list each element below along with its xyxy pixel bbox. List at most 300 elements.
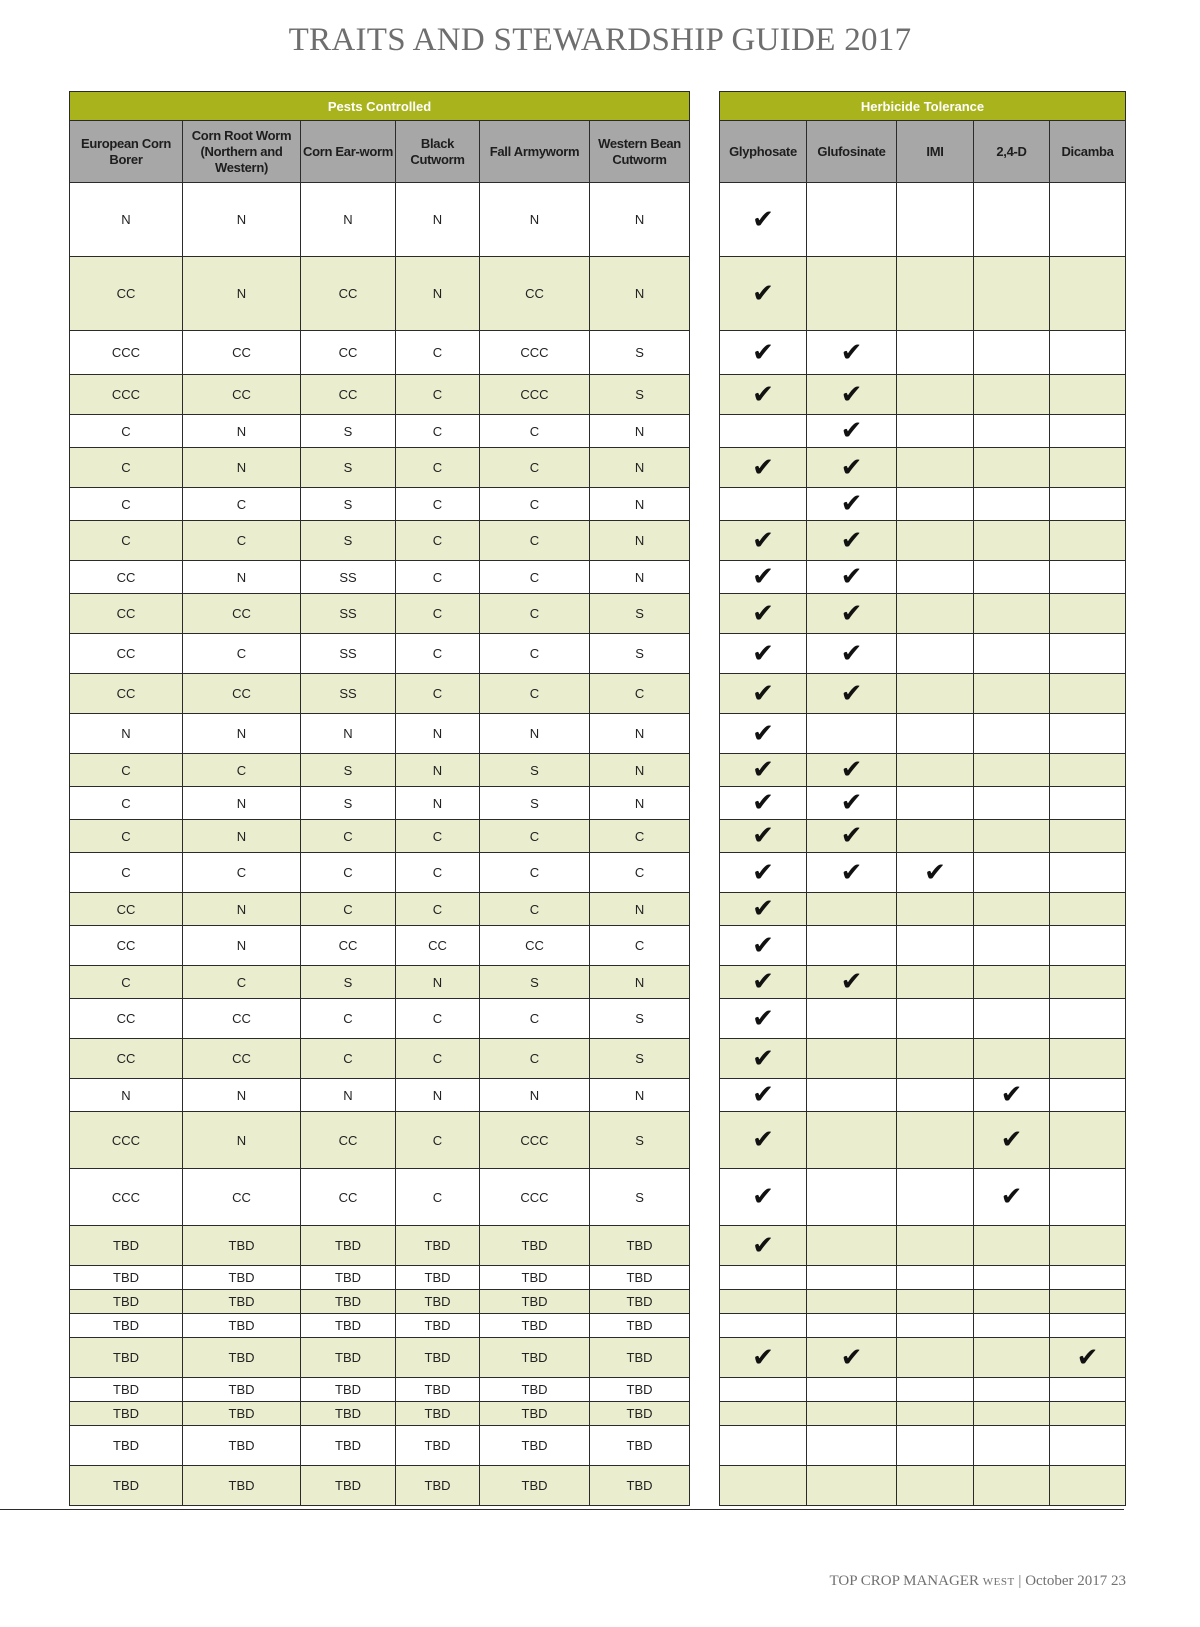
herbicide-tolerance-cell <box>897 488 974 521</box>
herbicide-tolerance-cell <box>897 521 974 561</box>
herbicide-tolerance-cell <box>720 893 807 926</box>
herbicide-tolerance-cell <box>720 634 807 674</box>
pest-column-header: Fall Armyworm <box>480 121 590 183</box>
herbicide-tolerance-cell <box>974 561 1050 594</box>
pest-rating-cell: CC <box>301 926 396 966</box>
pest-rating-cell: S <box>590 634 690 674</box>
herbicide-tolerance-cell <box>897 1338 974 1378</box>
herbicide-tolerance-cell <box>720 375 807 415</box>
pest-rating-cell: C <box>480 521 590 561</box>
pest-rating-cell: TBD <box>183 1426 301 1466</box>
table-row <box>70 1266 690 1290</box>
check-icon: ✔ <box>840 967 863 997</box>
herbicide-tolerance-cell <box>807 1226 897 1266</box>
pest-rating-cell: C <box>480 488 590 521</box>
herbicide-tolerance-cell <box>1050 594 1126 634</box>
pest-rating-cell: TBD <box>480 1402 590 1426</box>
pest-rating-cell: C <box>396 594 480 634</box>
pest-rating-cell: N <box>183 820 301 853</box>
herbicide-tolerance-cell <box>807 561 897 594</box>
table-row <box>720 634 1126 674</box>
pest-rating-cell: C <box>396 488 480 521</box>
pest-rating-cell: CC <box>301 257 396 331</box>
pest-rating-cell: CC <box>70 257 183 331</box>
pest-rating-cell: C <box>480 561 590 594</box>
table-row <box>720 183 1126 257</box>
pest-rating-cell: C <box>396 999 480 1039</box>
herbicide-tolerance-cell <box>897 966 974 999</box>
table-row <box>720 1426 1126 1466</box>
herbicide-tolerance-cell <box>807 787 897 820</box>
herbicide-tolerance-cell <box>897 1466 974 1506</box>
table-row <box>720 1266 1126 1290</box>
pest-rating-cell: TBD <box>301 1426 396 1466</box>
herbicide-tolerance-cell <box>974 634 1050 674</box>
pest-rating-cell: S <box>480 966 590 999</box>
table-row <box>70 820 690 853</box>
herbicide-tolerance-cell <box>720 1314 807 1338</box>
pest-rating-cell: N <box>183 787 301 820</box>
herbicide-tolerance-cell <box>974 1039 1050 1079</box>
pest-rating-cell: C <box>396 521 480 561</box>
table-row <box>720 594 1126 634</box>
herbicide-tolerance-cell <box>807 754 897 787</box>
pest-rating-cell: S <box>590 1112 690 1169</box>
pest-rating-cell: S <box>590 999 690 1039</box>
pest-rating-cell: TBD <box>183 1378 301 1402</box>
herbicide-tolerance-cell <box>897 754 974 787</box>
table-row <box>70 561 690 594</box>
herbicide-tolerance-cell <box>1050 257 1126 331</box>
pest-rating-cell: N <box>590 415 690 448</box>
check-icon: ✔ <box>752 755 774 785</box>
herbicide-tolerance-cell <box>974 257 1050 331</box>
table-row <box>720 448 1126 488</box>
table-row <box>70 1402 690 1426</box>
pest-rating-cell: C <box>70 787 183 820</box>
table-row <box>720 787 1126 820</box>
herbicide-tolerance-cell <box>897 1039 974 1079</box>
herbicide-tolerance-cell <box>1050 1338 1126 1378</box>
check-icon: ✔ <box>752 678 774 709</box>
pest-rating-cell: C <box>480 415 590 448</box>
check-icon: ✔ <box>752 379 774 410</box>
check-icon: ✔ <box>840 821 863 851</box>
pest-rating-cell: C <box>396 331 480 375</box>
herbicide-tolerance-cell <box>807 257 897 331</box>
pest-rating-cell: N <box>396 183 480 257</box>
pest-rating-cell: CC <box>183 594 301 634</box>
pest-rating-cell: TBD <box>590 1402 690 1426</box>
pest-rating-cell: TBD <box>70 1266 183 1290</box>
table-row <box>720 1402 1126 1426</box>
herbicide-tolerance-cell <box>720 1402 807 1426</box>
pest-rating-cell: S <box>590 1039 690 1079</box>
check-icon: ✔ <box>752 1003 774 1034</box>
pest-rating-cell: TBD <box>70 1402 183 1426</box>
herbicide-tolerance-cell <box>807 1378 897 1402</box>
pest-rating-cell: TBD <box>480 1378 590 1402</box>
pest-rating-cell: TBD <box>70 1378 183 1402</box>
pest-rating-cell: N <box>183 183 301 257</box>
pest-rating-cell: S <box>301 521 396 561</box>
table-row <box>720 1226 1126 1266</box>
pest-rating-cell: N <box>480 714 590 754</box>
pest-rating-cell: N <box>70 1079 183 1112</box>
herbicide-tolerance-cell <box>720 1426 807 1466</box>
pest-rating-cell: TBD <box>396 1266 480 1290</box>
herbicide-tolerance-cell <box>720 415 807 448</box>
herbicide-tolerance-cell <box>974 714 1050 754</box>
table-row <box>720 257 1126 331</box>
herbicide-tolerance-cell <box>720 787 807 820</box>
herbicide-tolerance-cell <box>720 674 807 714</box>
pest-rating-cell: C <box>70 448 183 488</box>
pest-rating-cell: N <box>480 1079 590 1112</box>
pest-rating-cell: C <box>590 674 690 714</box>
table-row <box>70 183 690 257</box>
herbicide-tolerance-cell <box>1050 521 1126 561</box>
herbicide-tolerance-cell <box>974 521 1050 561</box>
herbicide-tolerance-cell <box>807 331 897 375</box>
herbicide-tolerance-cell <box>1050 634 1126 674</box>
herbicide-tolerance-cell <box>974 1402 1050 1426</box>
pest-rating-cell: N <box>590 966 690 999</box>
pest-rating-cell: CC <box>301 375 396 415</box>
herbicide-tolerance-cell <box>1050 674 1126 714</box>
table-row <box>720 1039 1126 1079</box>
pest-rating-cell: TBD <box>480 1266 590 1290</box>
herbicide-tolerance-cell <box>1050 1169 1126 1226</box>
herbicide-tolerance-cell <box>974 594 1050 634</box>
herbicide-tolerance-cell <box>720 1266 807 1290</box>
pest-rating-cell: TBD <box>183 1266 301 1290</box>
pest-rating-cell: N <box>301 183 396 257</box>
pest-rating-cell: TBD <box>480 1466 590 1506</box>
pest-rating-cell: S <box>480 754 590 787</box>
pest-rating-cell: TBD <box>70 1466 183 1506</box>
herbicide-tolerance-cell <box>974 1338 1050 1378</box>
table-row <box>720 1314 1126 1338</box>
herbicide-column-header: IMI <box>897 121 974 183</box>
pest-rating-cell: TBD <box>183 1314 301 1338</box>
pest-column-header: Corn Ear-worm <box>301 121 396 183</box>
pest-rating-cell: TBD <box>70 1338 183 1378</box>
pest-rating-cell: N <box>396 966 480 999</box>
check-icon: ✔ <box>1000 1080 1023 1110</box>
pest-rating-cell: SS <box>301 634 396 674</box>
herbicide-tolerance-cell <box>897 257 974 331</box>
herbicide-tolerance-cell <box>807 448 897 488</box>
herbicide-tolerance-cell <box>1050 1039 1126 1079</box>
pest-rating-cell: C <box>480 1039 590 1079</box>
table-row <box>70 594 690 634</box>
herbicide-tolerance-cell <box>807 1112 897 1169</box>
table-row <box>720 893 1126 926</box>
pest-rating-cell: N <box>590 521 690 561</box>
pest-rating-cell: CC <box>301 331 396 375</box>
page-title: TRAITS AND STEWARDSHIP GUIDE 2017 <box>288 22 912 58</box>
table-row <box>70 415 690 448</box>
footer-page-number: 23 <box>1111 1573 1126 1589</box>
pest-rating-cell: TBD <box>396 1290 480 1314</box>
table-row <box>70 1226 690 1266</box>
pest-rating-cell: C <box>396 820 480 853</box>
check-icon: ✔ <box>752 967 774 997</box>
herbicide-tolerance-cell <box>807 488 897 521</box>
table-row <box>70 448 690 488</box>
herbicide-tolerance-cell <box>974 999 1050 1039</box>
herbicide-tolerance-cell <box>897 561 974 594</box>
table-row <box>720 1378 1126 1402</box>
herbicide-tolerance-cell <box>1050 375 1126 415</box>
pest-rating-cell: C <box>183 521 301 561</box>
pest-rating-cell: N <box>590 714 690 754</box>
pest-rating-cell: N <box>183 1079 301 1112</box>
table-row <box>70 754 690 787</box>
pest-rating-cell: N <box>183 561 301 594</box>
pest-rating-cell: TBD <box>590 1266 690 1290</box>
table-row <box>70 1314 690 1338</box>
herbicide-tolerance-cell <box>1050 754 1126 787</box>
herbicide-tolerance-cell <box>807 521 897 561</box>
check-icon: ✔ <box>752 598 774 629</box>
pest-rating-cell: CC <box>301 1112 396 1169</box>
herbicide-tolerance-cell <box>1050 999 1126 1039</box>
check-icon: ✔ <box>840 337 863 368</box>
herbicide-tolerance-cell <box>1050 820 1126 853</box>
check-icon: ✔ <box>752 1125 774 1155</box>
herbicide-tolerance-cell <box>897 1378 974 1402</box>
pest-rating-cell: TBD <box>183 1338 301 1378</box>
table-row <box>70 787 690 820</box>
pest-rating-cell: TBD <box>301 1226 396 1266</box>
pest-rating-cell: CC <box>70 893 183 926</box>
pest-rating-cell: SS <box>301 561 396 594</box>
pest-rating-cell: C <box>480 853 590 893</box>
footer-separator: | <box>1018 1573 1022 1589</box>
pest-rating-cell: CC <box>183 674 301 714</box>
check-icon: ✔ <box>840 379 863 410</box>
pest-rating-cell: S <box>301 488 396 521</box>
herbicide-tolerance-cell <box>897 853 974 893</box>
table-row <box>70 257 690 331</box>
herbicide-tolerance-cell <box>974 674 1050 714</box>
herbicide-tolerance-cell <box>807 1079 897 1112</box>
pest-rating-cell: CCC <box>480 375 590 415</box>
herbicide-tolerance-cell <box>897 1266 974 1290</box>
herbicide-tolerance-cell <box>974 1426 1050 1466</box>
herbicide-tolerance-cell <box>1050 488 1126 521</box>
pest-rating-cell: TBD <box>183 1466 301 1506</box>
herbicide-tolerance-cell <box>807 1290 897 1314</box>
herbicide-tolerance-cell <box>807 1314 897 1338</box>
pest-rating-cell: TBD <box>301 1378 396 1402</box>
herbicide-tolerance-cell <box>807 999 897 1039</box>
table-row <box>70 1290 690 1314</box>
herbicide-tolerance-cell <box>807 714 897 754</box>
page-footer <box>829 1573 1126 1590</box>
check-icon: ✔ <box>752 1080 774 1110</box>
table-row <box>720 820 1126 853</box>
pest-rating-cell: C <box>480 820 590 853</box>
pest-rating-cell: SS <box>301 594 396 634</box>
herbicide-column-header: Dicamba <box>1050 121 1126 183</box>
pest-rating-cell: S <box>301 415 396 448</box>
pest-rating-cell: C <box>480 594 590 634</box>
bottom-rule <box>0 1509 1124 1510</box>
pest-rating-cell: TBD <box>183 1402 301 1426</box>
pest-rating-cell: TBD <box>396 1466 480 1506</box>
pest-rating-cell: C <box>590 820 690 853</box>
pest-rating-cell: SS <box>301 674 396 714</box>
herbicide-tolerance-cell <box>897 448 974 488</box>
herbicide-tolerance-cell <box>1050 183 1126 257</box>
herbicide-tolerance-cell <box>974 1266 1050 1290</box>
herbicide-tolerance-cell <box>720 1378 807 1402</box>
pest-rating-cell: CC <box>301 1169 396 1226</box>
table-row <box>720 714 1126 754</box>
herbicide-tolerance-cell <box>974 1079 1050 1112</box>
herbicide-tolerance-cell <box>807 1266 897 1290</box>
pest-rating-cell: CC <box>70 926 183 966</box>
pest-rating-cell: C <box>301 1039 396 1079</box>
herbicide-tolerance-cell <box>807 375 897 415</box>
pest-rating-cell: N <box>590 257 690 331</box>
herbicide-tolerance-cell <box>1050 1112 1126 1169</box>
table-row <box>70 966 690 999</box>
pest-rating-cell: TBD <box>590 1290 690 1314</box>
pest-rating-cell: TBD <box>301 1290 396 1314</box>
herbicide-tolerance-cell <box>720 1039 807 1079</box>
table-row <box>720 1112 1126 1169</box>
pest-rating-cell: CC <box>396 926 480 966</box>
herbicide-tolerance-cell <box>1050 448 1126 488</box>
pest-rating-cell: N <box>590 1079 690 1112</box>
table-row <box>70 1378 690 1402</box>
herbicide-tolerance-cell <box>897 999 974 1039</box>
pest-rating-cell: CCC <box>70 1169 183 1226</box>
pest-rating-cell: CC <box>183 1039 301 1079</box>
pest-column-header: Western Bean Cutworm <box>590 121 690 183</box>
herbicide-tolerance-cell <box>974 375 1050 415</box>
herbicide-tolerance-header: Herbicide Tolerance <box>720 92 1126 121</box>
pest-rating-cell: TBD <box>480 1314 590 1338</box>
pest-rating-cell: C <box>183 853 301 893</box>
pest-rating-cell: TBD <box>396 1378 480 1402</box>
herbicide-tolerance-cell <box>807 674 897 714</box>
table-row <box>70 926 690 966</box>
herbicide-tolerance-cell <box>720 853 807 893</box>
pest-rating-cell: TBD <box>590 1378 690 1402</box>
herbicide-tolerance-cell <box>974 1290 1050 1314</box>
pest-rating-cell: C <box>396 893 480 926</box>
pest-rating-cell: CC <box>183 331 301 375</box>
pest-rating-cell: C <box>396 561 480 594</box>
pest-rating-cell: N <box>183 448 301 488</box>
herbicide-tolerance-cell <box>807 820 897 853</box>
pest-rating-cell: TBD <box>301 1466 396 1506</box>
pest-rating-cell: N <box>396 787 480 820</box>
herbicide-tolerance-cell <box>974 415 1050 448</box>
check-icon: ✔ <box>752 638 774 669</box>
pest-rating-cell: C <box>70 853 183 893</box>
herbicide-tolerance-cell <box>720 754 807 787</box>
pest-rating-cell: C <box>480 893 590 926</box>
check-icon: ✔ <box>840 562 863 592</box>
pest-rating-cell: N <box>183 714 301 754</box>
pest-rating-cell: N <box>396 754 480 787</box>
pest-rating-cell: C <box>396 448 480 488</box>
pest-rating-cell: TBD <box>480 1290 590 1314</box>
herbicide-tolerance-cell <box>974 966 1050 999</box>
pest-rating-cell: C <box>70 966 183 999</box>
pest-rating-cell: CC <box>183 375 301 415</box>
herbicide-tolerance-cell <box>1050 966 1126 999</box>
herbicide-tolerance-cell <box>807 1338 897 1378</box>
pest-rating-cell: TBD <box>70 1226 183 1266</box>
pest-rating-cell: TBD <box>301 1402 396 1426</box>
pest-rating-cell: N <box>301 1079 396 1112</box>
pest-rating-cell: TBD <box>590 1426 690 1466</box>
pest-column-header: Black Cutworm <box>396 121 480 183</box>
check-icon: ✔ <box>840 1342 863 1373</box>
pest-rating-cell: TBD <box>590 1338 690 1378</box>
herbicide-tolerance-cell <box>974 1466 1050 1506</box>
pest-rating-cell: N <box>590 488 690 521</box>
herbicide-tolerance-cell <box>974 1378 1050 1402</box>
check-icon: ✔ <box>752 1182 774 1212</box>
check-icon: ✔ <box>752 1342 774 1373</box>
pest-rating-cell: S <box>301 966 396 999</box>
pest-rating-cell: CC <box>183 999 301 1039</box>
herbicide-tolerance-cell <box>807 634 897 674</box>
pest-rating-cell: TBD <box>396 1426 480 1466</box>
herbicide-tolerance-cell <box>897 1402 974 1426</box>
herbicide-tolerance-cell <box>807 183 897 257</box>
herbicide-tolerance-cell <box>974 820 1050 853</box>
herbicide-tolerance-cell <box>720 183 807 257</box>
herbicide-tolerance-cell <box>974 1314 1050 1338</box>
herbicide-tolerance-cell <box>1050 561 1126 594</box>
footer-issue: October 2017 <box>1025 1573 1108 1589</box>
check-icon: ✔ <box>752 525 774 556</box>
pest-rating-cell: C <box>70 488 183 521</box>
pest-rating-cell: S <box>590 375 690 415</box>
pest-rating-cell: C <box>301 853 396 893</box>
check-icon: ✔ <box>1000 1182 1023 1212</box>
table-row <box>720 754 1126 787</box>
pest-rating-cell: S <box>590 594 690 634</box>
herbicide-tolerance-cell <box>807 893 897 926</box>
herbicide-tolerance-cell <box>1050 331 1126 375</box>
table-row <box>70 999 690 1039</box>
pest-rating-cell: N <box>590 561 690 594</box>
pest-rating-cell: C <box>301 893 396 926</box>
pest-column-header: European Corn Borer <box>70 121 183 183</box>
table-row <box>70 1079 690 1112</box>
pest-rating-cell: C <box>183 634 301 674</box>
pest-rating-cell: C <box>70 521 183 561</box>
herbicide-tolerance-cell <box>1050 1266 1126 1290</box>
table-row <box>720 999 1126 1039</box>
pest-rating-cell: N <box>183 257 301 331</box>
pest-rating-cell: TBD <box>301 1338 396 1378</box>
pest-rating-cell: CC <box>70 634 183 674</box>
pest-rating-cell: CC <box>70 1039 183 1079</box>
pest-rating-cell: TBD <box>396 1314 480 1338</box>
herbicide-tolerance-cell <box>897 1169 974 1226</box>
